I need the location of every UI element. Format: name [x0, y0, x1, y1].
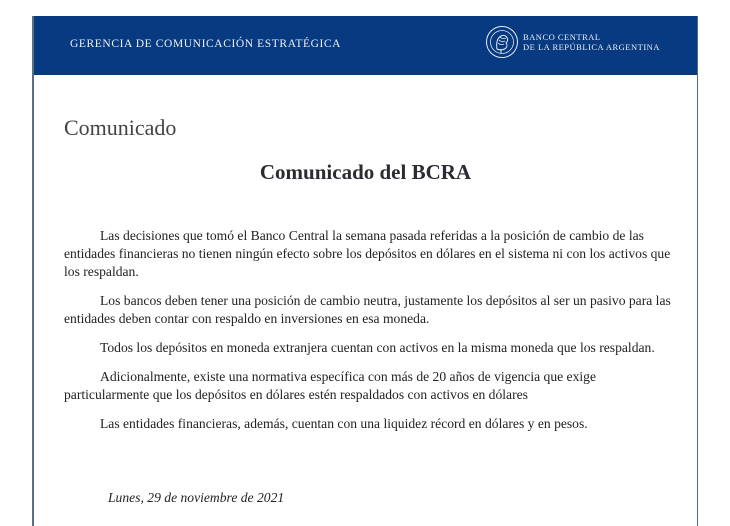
document-type-label: Comunicado: [64, 115, 177, 140]
logo-line-2: DE LA REPÚBLICA ARGENTINA: [523, 42, 660, 52]
paragraph: Todos los depósitos en moneda extranjera cuentan con activos en la misma moneda que los respaldan.: [100, 340, 655, 355]
paragraph: Los bancos deben tener una posición de cambio neutra, justamente los depósitos al ser un pasivo para las entidades deben contar con respaldo en inversiones en esa moneda.: [64, 293, 671, 326]
logo-line-1: BANCO CENTRAL: [523, 32, 601, 42]
document-body: [64, 227, 674, 444]
bcra-emblem-icon: [486, 26, 518, 58]
bcra-logo: [486, 26, 660, 58]
paragraph: Las entidades financieras, además, cuentan con una liquidez récord en dólares y en pesos.: [100, 416, 588, 431]
document-heading: Comunicado del BCRA: [259, 160, 472, 184]
paragraph: Adicionalmente, existe una normativa específica con más de 20 años de vigencia que exige particularmente que los depósitos en dólares estén respaldados con activos en dólares: [64, 369, 596, 402]
department-title: GERENCIA DE COMUNICACIÓN ESTRATÉGICA: [70, 38, 342, 50]
paragraph: Las decisiones que tomó el Banco Central la semana pasada referidas a la posición de cambio de las entidades financieras no tienen ningún efecto sobre los depósitos en dólares en el sistema ni con los activos que los respaldan.: [64, 228, 671, 279]
bcra-logo-text: [523, 32, 660, 52]
header-banner: [34, 16, 697, 75]
document-frame: [32, 16, 698, 526]
document-date: Lunes, 29 de noviembre de 2021: [108, 490, 285, 505]
